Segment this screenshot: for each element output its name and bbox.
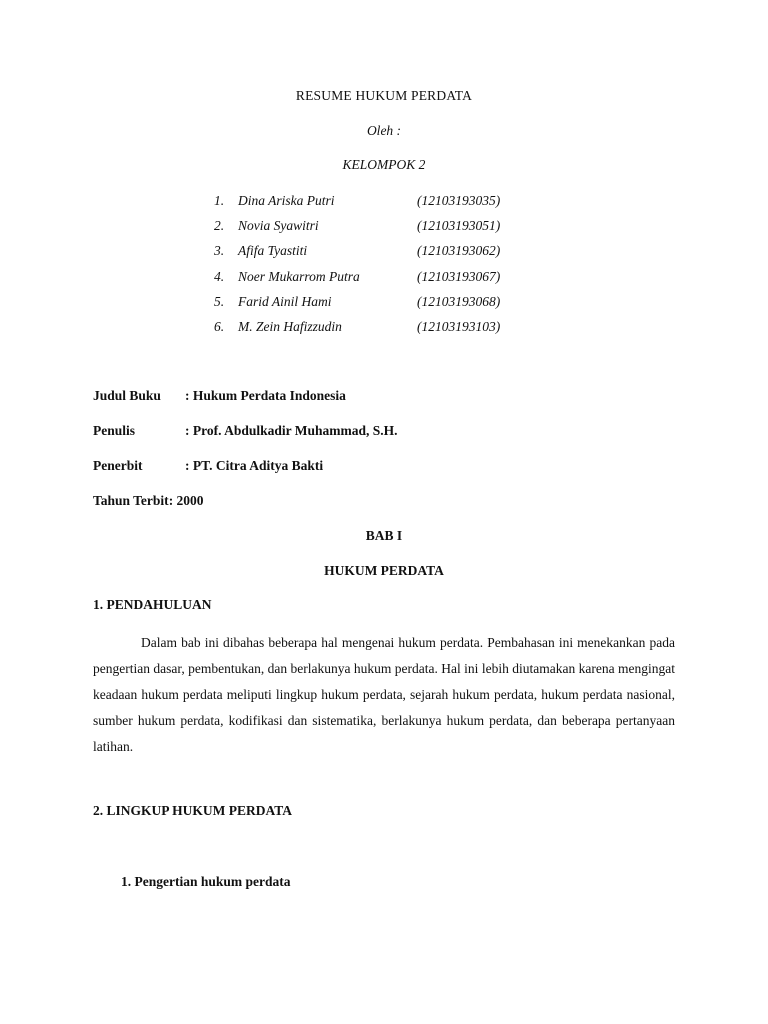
year-label: Tahun Terbit [93, 493, 169, 508]
member-number: 4. [214, 268, 225, 284]
author-row [93, 423, 398, 439]
member-number: 2. [214, 218, 225, 234]
member-number: 3. [214, 243, 225, 259]
year-row [93, 493, 204, 509]
list-item [214, 268, 534, 293]
list-item [214, 192, 534, 217]
member-number: 1. [214, 193, 225, 208]
member-name: M. Zein Hafizzudin [238, 318, 342, 334]
publisher-row [93, 458, 323, 474]
by-label: Oleh : [366, 123, 402, 138]
list-item [214, 242, 534, 267]
list-item [214, 293, 534, 318]
list-item [214, 217, 534, 242]
group-name: KELOMPOK 2 [342, 157, 426, 172]
member-name: Afifa Tyastiti [238, 243, 308, 259]
section-heading-lingkup: 2. LINGKUP HUKUM PERDATA [93, 803, 292, 818]
year-value: : 2000 [168, 493, 204, 508]
chapter-label: BAB I [365, 528, 403, 543]
member-nim: (12103193067) [417, 268, 501, 284]
book-title-label: Judul Buku [93, 388, 161, 403]
member-nim: (12103193051) [417, 218, 501, 234]
member-number: 5. [214, 293, 225, 309]
member-nim: (12103193103) [417, 318, 501, 334]
member-nim: (12103193035) [417, 193, 501, 208]
list-item [214, 318, 534, 343]
book-title-value: : Hukum Perdata Indonesia [185, 388, 346, 403]
document-title: RESUME HUKUM PERDATA [295, 88, 473, 103]
member-name: Novia Syawitri [238, 218, 319, 234]
paragraph-text: Dalam bab ini dibahas beberapa hal mengenai hukum perdata. Pembahasan ini menekankan pada pengertian dasar, pembentukan, dan berlakunya hukum perdata. Hal ini lebih diutamakan karena mengingat keadaan hukum perdata meliputi lingkup hukum perdata, sejarah hukum perdata, hukum perdata nasional, sumber hukum perdata, kodifikasi dan sistematika, berlakunya hukum perdata, dan beberapa pertanyaan latihan. [93, 635, 675, 754]
publisher-label: Penerbit [93, 458, 143, 473]
publisher-value: : PT. Citra Aditya Bakti [185, 458, 324, 473]
author-label: Penulis [93, 423, 136, 438]
book-title-row [93, 388, 346, 404]
section-heading-pendahuluan: 1. PENDAHULUAN [93, 597, 212, 612]
author-value: : Prof. Abdulkadir Muhammad, S.H. [185, 423, 398, 438]
chapter-title: HUKUM PERDATA [324, 563, 444, 578]
member-nim: (12103193068) [417, 293, 501, 309]
member-number: 6. [214, 318, 225, 334]
member-nim: (12103193062) [417, 243, 501, 259]
member-name: Noer Mukarrom Putra [238, 268, 360, 284]
subsection-heading-pengertian: 1. Pengertian hukum perdata [121, 874, 291, 889]
section-paragraph [93, 630, 675, 760]
member-name: Dina Ariska Putri [238, 193, 335, 208]
member-name: Farid Ainil Hami [238, 293, 332, 309]
member-list [214, 192, 534, 343]
